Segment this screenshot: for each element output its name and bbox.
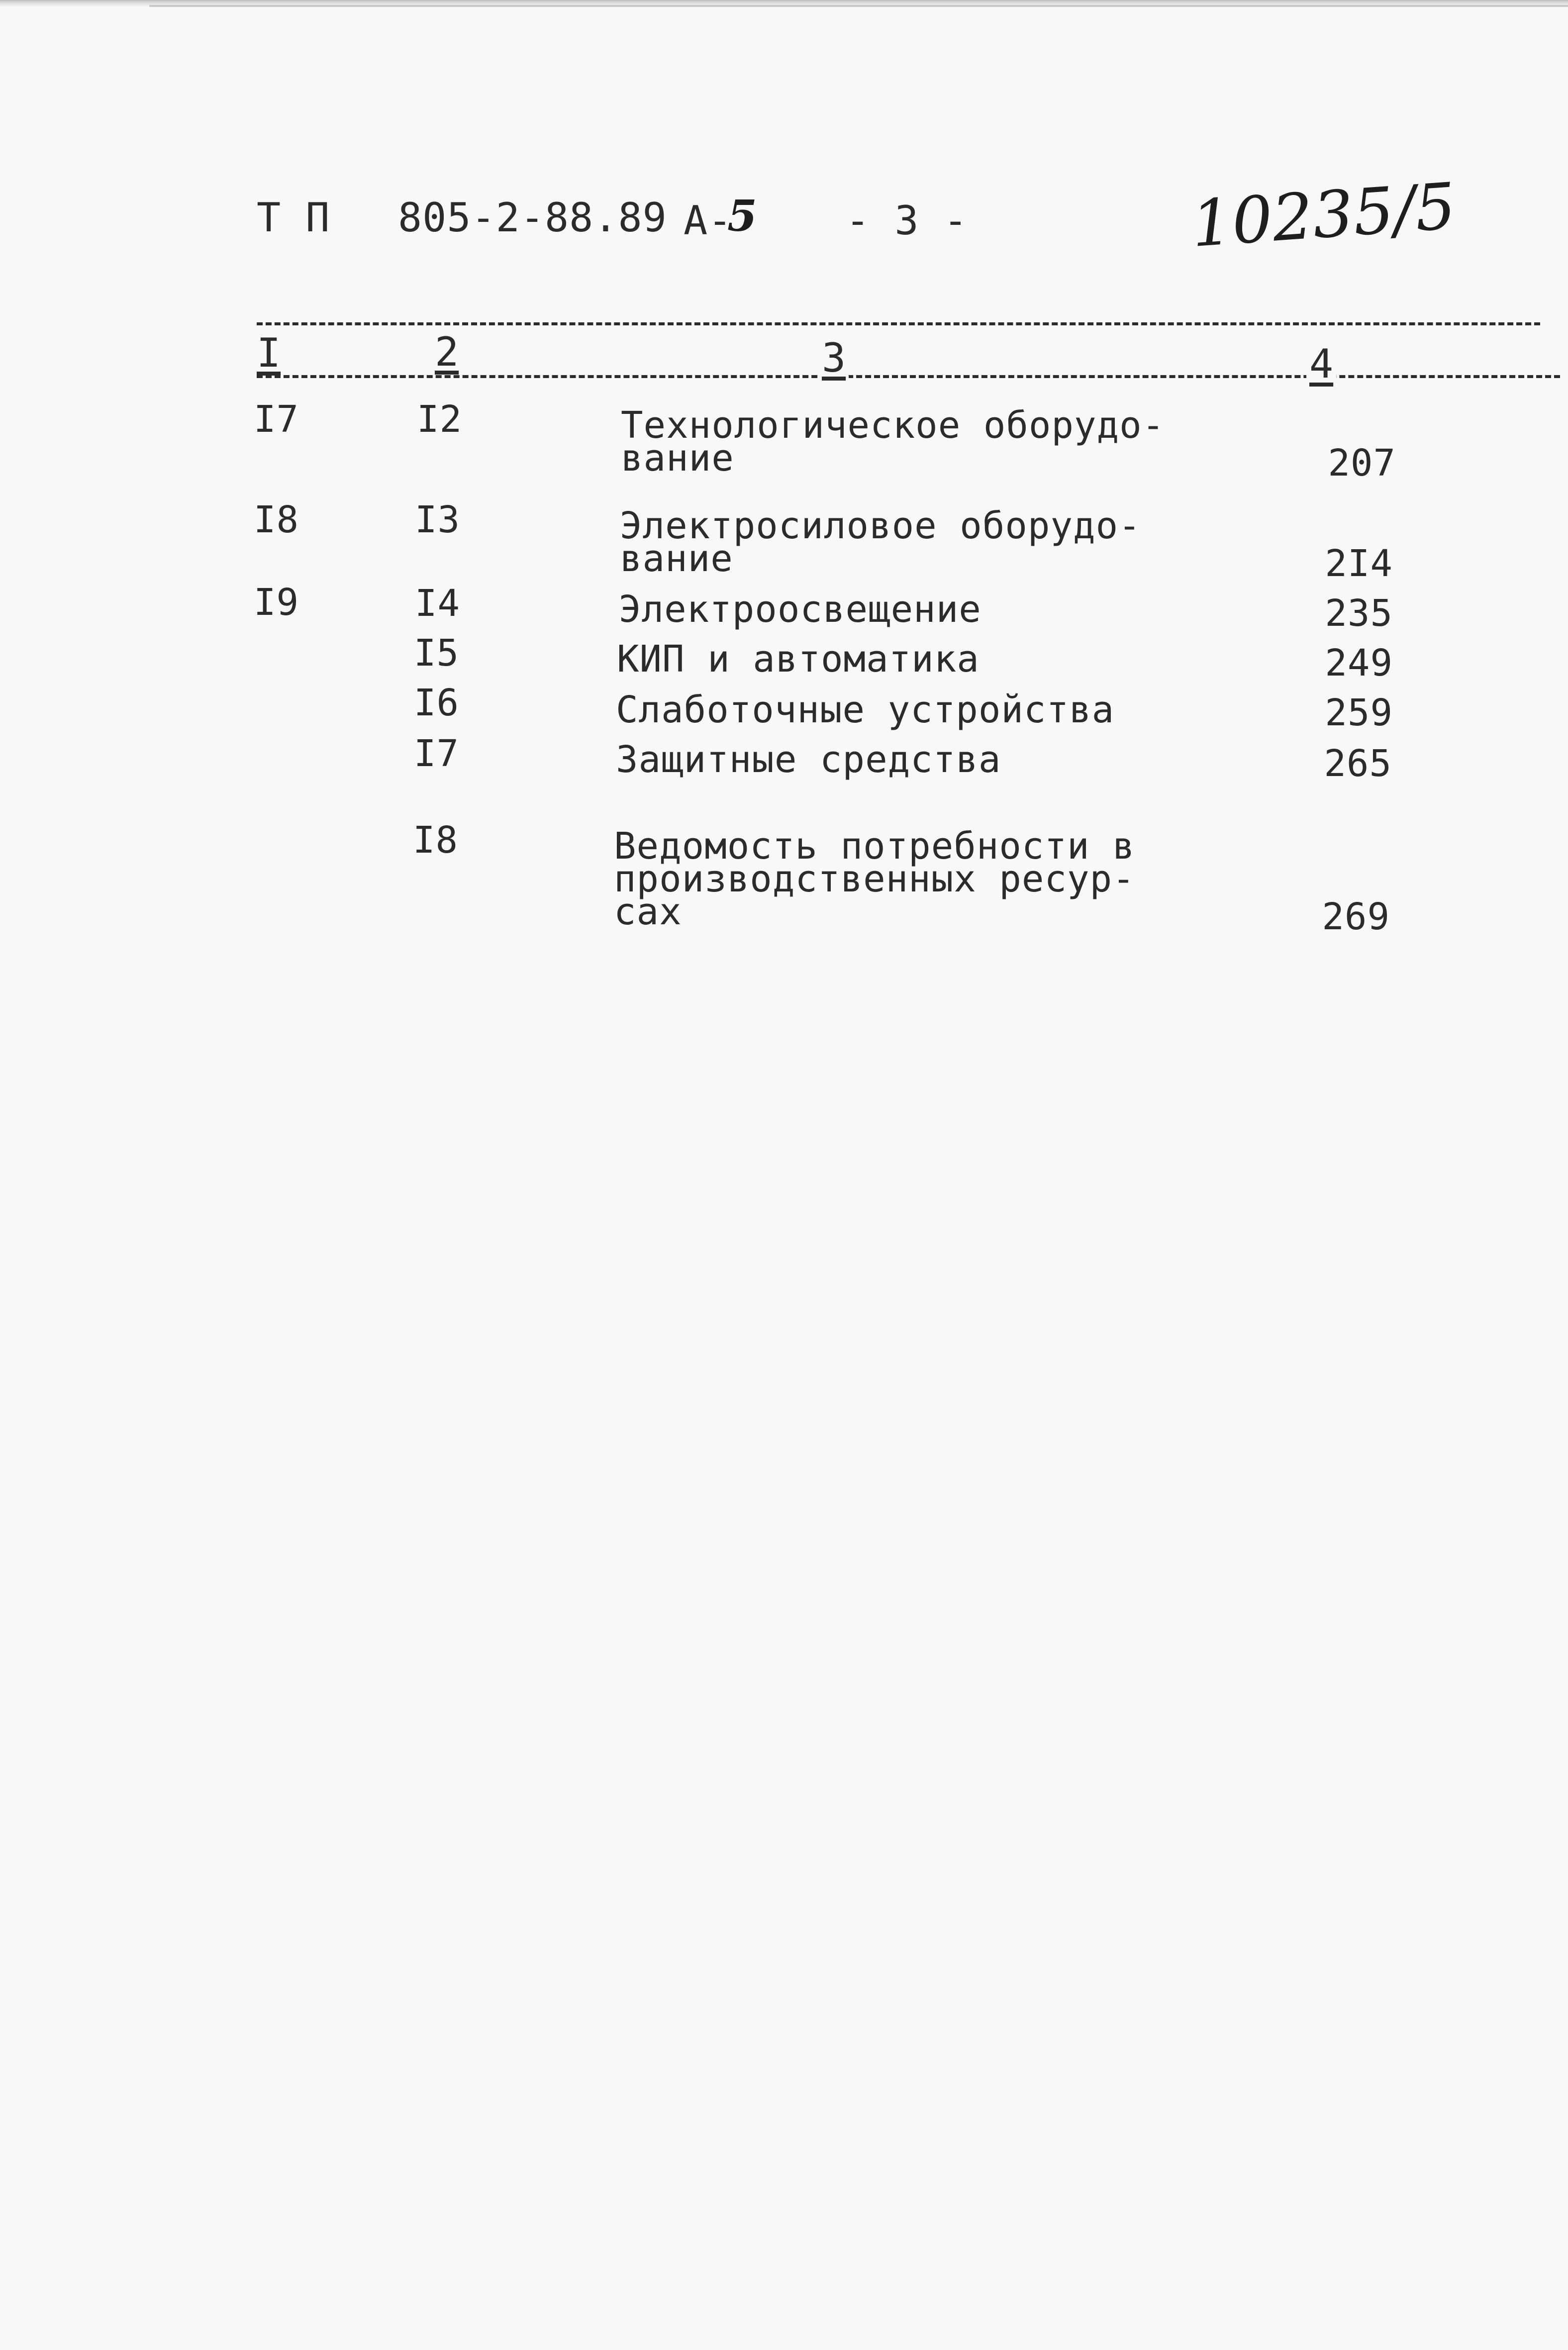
row-title-line1: Слаботочные устройства	[616, 688, 1115, 731]
row-col1: I9	[254, 581, 299, 624]
row-title-line2: производственных ресур-	[614, 858, 1135, 900]
header-dashed-line-top	[257, 322, 1540, 325]
page-number: - 3 -	[846, 197, 968, 244]
row-col1: I7	[254, 398, 299, 441]
row-col2: I2	[417, 398, 463, 441]
row-page: 269	[1322, 895, 1390, 938]
album-number-handwritten: 5	[727, 191, 757, 241]
row-title-line1: Защитные средства	[616, 738, 1001, 781]
row-col1: I8	[254, 498, 299, 541]
row-title-line2: вание	[620, 537, 733, 580]
row-col2: I6	[414, 682, 460, 724]
row-col2: I3	[415, 498, 461, 541]
row-col2: I4	[415, 582, 461, 625]
header-dashed-line-bottom	[257, 375, 1560, 378]
scan-edge-line	[149, 5, 1568, 7]
row-page: 235	[1325, 592, 1393, 635]
row-title-line1: Электроосвещение	[619, 588, 981, 631]
row-page: 259	[1325, 691, 1393, 734]
row-col2: I7	[414, 732, 460, 775]
row-col2: I8	[413, 819, 459, 862]
row-title-line1: Ведомость потребности в	[614, 825, 1135, 868]
project-code: 805-2-88.89	[398, 195, 667, 241]
row-title-line1: Технологическое оборудо-	[621, 404, 1165, 447]
row-page: 2I4	[1325, 542, 1393, 585]
row-title-line2: вание	[621, 437, 734, 480]
doc-type-label: Т П	[257, 195, 330, 241]
album-prefix: А-	[684, 197, 733, 244]
column-number-2: 2	[432, 332, 462, 372]
column-number-4: 4	[1306, 344, 1336, 384]
row-page: 249	[1325, 642, 1393, 685]
row-page: 207	[1328, 442, 1396, 485]
column-number-3: 3	[819, 338, 849, 378]
row-page: 265	[1324, 742, 1392, 785]
row-title-line3: сах	[614, 890, 682, 933]
column-number-1: I	[254, 333, 284, 373]
row-title-line1: КИП и автоматика	[617, 638, 980, 681]
handwritten-reference: 10235/5	[1189, 169, 1459, 262]
row-col2: I5	[414, 632, 460, 675]
row-title-line1: Электросиловое оборудо-	[620, 504, 1141, 547]
